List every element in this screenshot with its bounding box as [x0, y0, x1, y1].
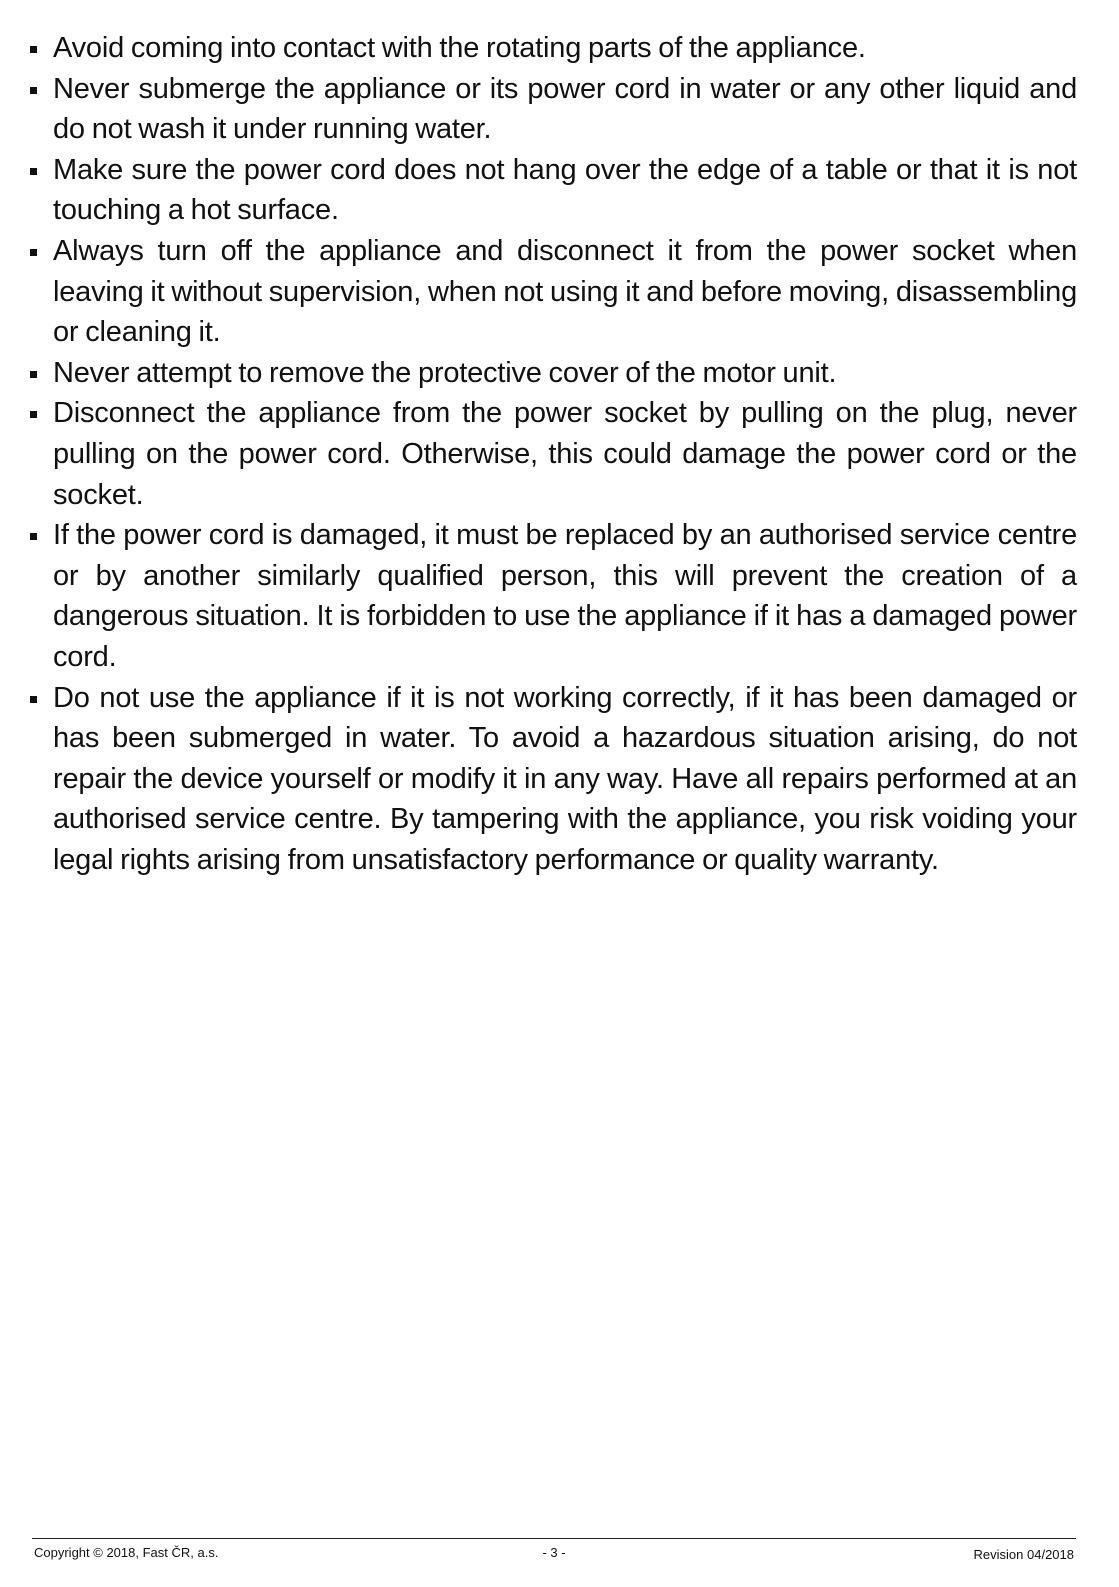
square-bullet-icon — [30, 371, 37, 378]
footer-revision: Revision 04/2018 — [973, 1547, 1074, 1562]
list-item-text: Always turn off the appliance and disconnect it from the power socket when leaving it without supervision, when not using it and before moving, disassembling or cleaning it. — [53, 234, 1077, 349]
list-item — [28, 515, 1077, 677]
page-footer — [32, 1538, 1076, 1569]
square-bullet-icon — [30, 168, 37, 175]
square-bullet-icon — [30, 696, 37, 703]
footer-copyright: Copyright © 2018, Fast ČR, a.s. — [34, 1545, 219, 1560]
list-item — [28, 353, 1077, 394]
list-item-text: Never submerge the appliance or its power cord in water or any other liquid and do not wash it under running water. — [53, 72, 1077, 146]
list-item-text: Avoid coming into contact with the rotating parts of the appliance. — [53, 32, 866, 64]
square-bullet-icon — [30, 533, 37, 540]
square-bullet-icon — [30, 87, 37, 94]
list-item — [28, 150, 1077, 231]
list-item-text: Do not use the appliance if it is not working correctly, if it has been damaged or has been submerged in water. To avoid a hazardous situation arising, do not repair the device yourself or modify it in any way. Have all repairs performed at an authorised service centre. By tampering with the appliance, you risk voiding your legal rights arising from unsatisfactory performance or quality warranty. — [53, 681, 1077, 876]
list-item — [28, 69, 1077, 150]
safety-instructions-list — [28, 28, 1077, 880]
square-bullet-icon — [30, 46, 37, 53]
list-item — [28, 393, 1077, 515]
footer-page-number: - 3 - — [542, 1545, 566, 1560]
list-item-text: Disconnect the appliance from the power socket by pulling on the plug, never pulling on the power cord. Otherwise, this could damage the power cord or the socket. — [53, 397, 1077, 511]
square-bullet-icon — [30, 249, 37, 256]
list-item-text: Make sure the power cord does not hang over the edge of a table or that it is not touching a hot surface. — [53, 153, 1077, 227]
page-content — [28, 28, 1077, 880]
list-item-text: If the power cord is damaged, it must be replaced by an authorised service centre or by another similarly qualified person, this will prevent the creation of a dangerous situation. It is forbidden to use the appliance if it has a damaged power cord. — [53, 519, 1077, 673]
list-item — [28, 231, 1077, 353]
square-bullet-icon — [30, 411, 37, 418]
list-item-text: Never attempt to remove the protective cover of the motor unit. — [53, 356, 837, 389]
list-item — [28, 678, 1077, 881]
list-item — [28, 28, 1077, 69]
